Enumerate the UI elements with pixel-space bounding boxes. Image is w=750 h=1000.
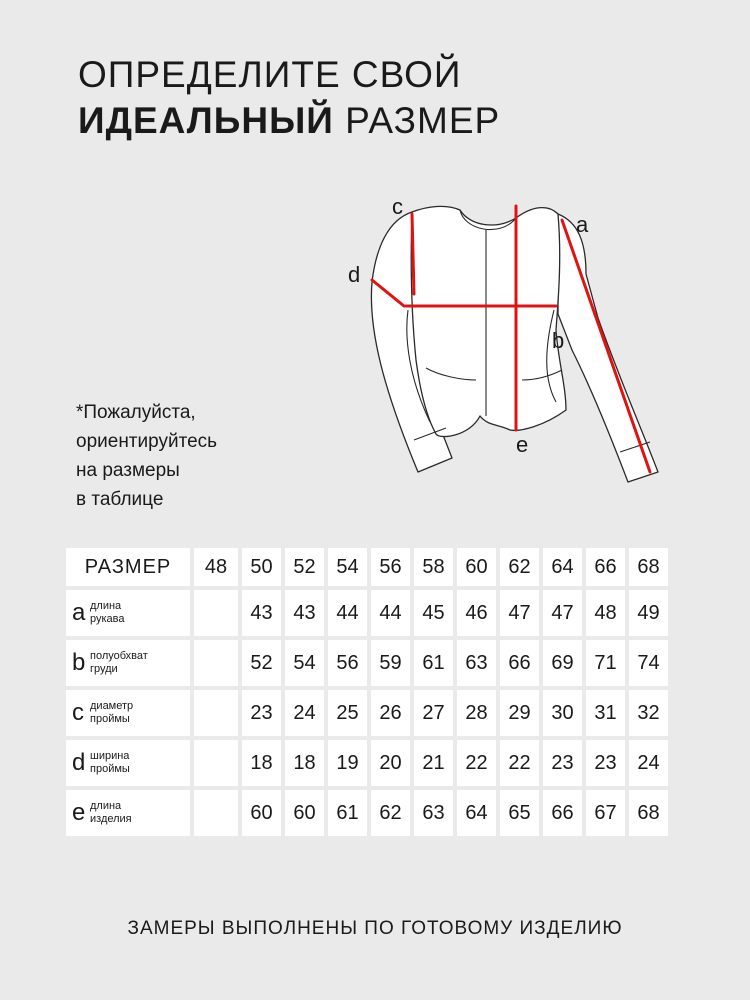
row-desc-line: проймы xyxy=(90,763,130,775)
note-line-2: ориентируйтесь xyxy=(76,431,218,452)
row-desc-line: проймы xyxy=(90,713,130,725)
row-desc xyxy=(90,600,125,626)
row-desc-line: изделия xyxy=(90,813,132,825)
header-label: РАЗМЕР xyxy=(66,548,190,586)
note-line-3: на размеры xyxy=(76,460,180,481)
table-cell: 52 xyxy=(242,640,281,686)
diagram-label-b: b xyxy=(552,328,565,353)
row-letter: a xyxy=(72,599,86,626)
row-desc-line: диаметр xyxy=(90,700,134,712)
table-cell: 32 xyxy=(629,690,668,736)
table-cell: 63 xyxy=(414,790,453,836)
table-cell: 49 xyxy=(629,590,668,636)
row-desc-line: полуобхват xyxy=(90,650,148,662)
table-cell: 43 xyxy=(285,590,324,636)
table-cell: 26 xyxy=(371,690,410,736)
table-cell: 19 xyxy=(328,740,367,786)
table-cell: 44 xyxy=(371,590,410,636)
table-cell xyxy=(194,740,238,786)
row-label xyxy=(66,740,190,786)
table-cell: 54 xyxy=(285,640,324,686)
table-cell xyxy=(194,790,238,836)
table-cell: 64 xyxy=(457,790,496,836)
title-rest: РАЗМЕР xyxy=(333,100,501,141)
title-bold-word: ИДЕАЛЬНЫЙ xyxy=(78,100,334,141)
table-row-a xyxy=(66,590,668,636)
row-label xyxy=(66,640,190,686)
table-cell: 27 xyxy=(414,690,453,736)
table-cell: 74 xyxy=(629,640,668,686)
header-size: 56 xyxy=(371,548,410,586)
table-cell: 48 xyxy=(586,590,625,636)
row-letter: d xyxy=(72,749,86,776)
row-desc-line: длина xyxy=(90,600,122,612)
table-cell: 60 xyxy=(242,790,281,836)
table-cell: 22 xyxy=(500,740,539,786)
table-cell: 18 xyxy=(242,740,281,786)
page-title xyxy=(78,52,500,144)
table-row-e xyxy=(66,790,668,836)
table-cell: 23 xyxy=(586,740,625,786)
diagram-label-a: a xyxy=(576,212,589,237)
row-desc-line: ширина xyxy=(90,750,130,762)
table-cell: 18 xyxy=(285,740,324,786)
title-line-1: ОПРЕДЕЛИТЕ СВОЙ xyxy=(78,54,462,95)
row-letter: c xyxy=(72,699,84,726)
table-cell: 59 xyxy=(371,640,410,686)
diagram-label-c: c xyxy=(392,194,403,219)
row-desc xyxy=(90,650,148,676)
header-size: 62 xyxy=(500,548,539,586)
table-cell: 61 xyxy=(414,640,453,686)
table-cell: 30 xyxy=(543,690,582,736)
note-line-1: *Пожалуйста, xyxy=(76,402,196,423)
header-size: 48 xyxy=(194,548,238,586)
size-table xyxy=(62,544,672,840)
header-size: 64 xyxy=(543,548,582,586)
row-desc-line: длина xyxy=(90,800,122,812)
row-desc xyxy=(90,700,133,726)
table-cell: 29 xyxy=(500,690,539,736)
table-cell: 60 xyxy=(285,790,324,836)
table-cell: 56 xyxy=(328,640,367,686)
header-size: 54 xyxy=(328,548,367,586)
title-line-2 xyxy=(78,98,500,144)
header-size: 52 xyxy=(285,548,324,586)
table-cell: 61 xyxy=(328,790,367,836)
table-cell: 47 xyxy=(500,590,539,636)
table-cell: 71 xyxy=(586,640,625,686)
table-header-row xyxy=(66,548,668,586)
row-desc xyxy=(90,800,132,826)
header-size: 66 xyxy=(586,548,625,586)
row-label xyxy=(66,590,190,636)
measure-line-c xyxy=(412,214,414,294)
table-cell: 68 xyxy=(629,790,668,836)
table-cell: 28 xyxy=(457,690,496,736)
jacket-body xyxy=(411,206,566,436)
header-size: 68 xyxy=(629,548,668,586)
row-letter: e xyxy=(72,799,86,826)
table-cell: 23 xyxy=(543,740,582,786)
table-cell: 43 xyxy=(242,590,281,636)
table-cell: 67 xyxy=(586,790,625,836)
table-cell xyxy=(194,690,238,736)
row-desc-line: рукава xyxy=(90,613,125,625)
row-label xyxy=(66,690,190,736)
note-line-4: в таблице xyxy=(76,489,164,510)
row-desc-line: груди xyxy=(90,663,118,675)
row-desc xyxy=(90,750,130,776)
diagram-label-e: e xyxy=(516,432,529,457)
table-cell: 23 xyxy=(242,690,281,736)
table-cell: 66 xyxy=(500,640,539,686)
diagram-label-d: d xyxy=(348,262,361,287)
table-cell: 31 xyxy=(586,690,625,736)
table-cell: 21 xyxy=(414,740,453,786)
footer-note: ЗАМЕРЫ ВЫПОЛНЕНЫ ПО ГОТОВОМУ ИЗДЕЛИЮ xyxy=(127,918,623,939)
table-cell xyxy=(194,640,238,686)
table-row-d xyxy=(66,740,668,786)
table-cell: 47 xyxy=(543,590,582,636)
table-row-c xyxy=(66,690,668,736)
size-note xyxy=(76,398,217,514)
table-cell: 44 xyxy=(328,590,367,636)
table-row-b xyxy=(66,640,668,686)
table-cell: 45 xyxy=(414,590,453,636)
table-cell: 20 xyxy=(371,740,410,786)
table-cell: 22 xyxy=(457,740,496,786)
table-cell: 69 xyxy=(543,640,582,686)
header-size: 60 xyxy=(457,548,496,586)
table-cell: 63 xyxy=(457,640,496,686)
table-cell: 46 xyxy=(457,590,496,636)
table-cell xyxy=(194,590,238,636)
table-cell: 65 xyxy=(500,790,539,836)
row-label xyxy=(66,790,190,836)
table-cell: 62 xyxy=(371,790,410,836)
row-letter: b xyxy=(72,649,86,676)
table-cell: 24 xyxy=(285,690,324,736)
header-size: 50 xyxy=(242,548,281,586)
header-size: 58 xyxy=(414,548,453,586)
table-cell: 66 xyxy=(543,790,582,836)
table-cell: 24 xyxy=(629,740,668,786)
jacket-diagram xyxy=(330,190,690,500)
table-cell: 25 xyxy=(328,690,367,736)
